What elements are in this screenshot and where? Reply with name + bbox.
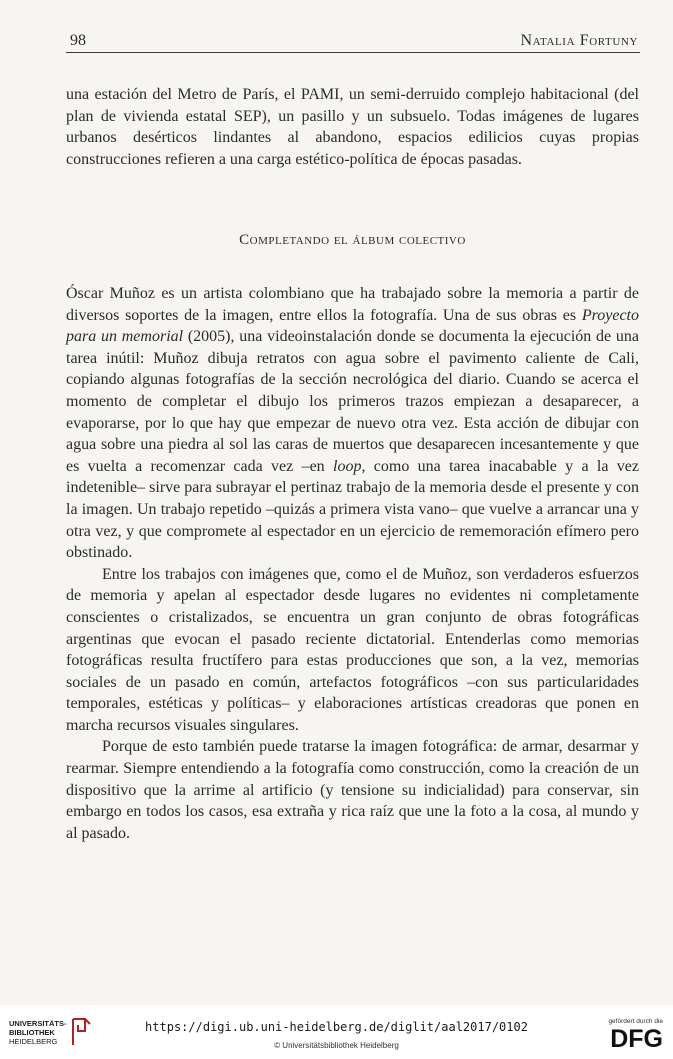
copyright-notice: © Universitätsbibliothek Heidelberg <box>274 1041 399 1050</box>
page-number: 98 <box>70 32 86 49</box>
intro-paragraph: una estación del Metro de París, el PAMI, un semi-derruido complejo habitacional (del plan de vivienda estatal SEP), un pasillo y un subsuelo. Todas imágenes de lugares urbanos desérticos lindantes al abandono, espacios edilicios cuyas propias construcciones refieren a una carga estético-política de épocas pasadas. <box>66 86 639 168</box>
main-text-block <box>66 283 639 844</box>
intro-paragraph-block <box>66 84 639 170</box>
library-line-1: UNIVERSITÄTS- <box>9 1019 67 1028</box>
digitization-footer <box>0 1005 673 1059</box>
funding-note: gefördert durch die <box>608 1018 663 1025</box>
library-line-2: BIBLIOTHEK <box>9 1028 55 1037</box>
section-title: Completando el álbum colectivo <box>239 232 466 248</box>
running-head <box>66 30 640 53</box>
paragraph-3: Porque de esto también puede tratarse la imagen fotográfica: de armar, desarmar y rearmar. Siempre entendiendo a la fotografía como construcción, como la creación de un dispositivo que la arrime al artificio (y tensione su indicialidad) para conservar, sin embargo en todos los casos, esa extraña y rica raíz que une la foto a la cosa, al mundo y al pasado. <box>66 738 639 842</box>
library-line-3: HEIDELBERG <box>9 1037 58 1046</box>
paragraph-1-part-1: Óscar Muñoz es un artista colombiano que ha trabajado sobre la memoria a partir de diversos soportes de la imagen, entre ellos la fotografía. Una de sus obras es <box>66 285 639 324</box>
permalink-url[interactable]: https://digi.ub.uni-heidelberg.de/diglit/aal2017/0102 <box>145 1020 528 1034</box>
paragraph-1 <box>66 283 639 564</box>
running-head-author: Natalia Fortuny <box>520 32 638 49</box>
paragraph-2: Entre los trabajos con imágenes que, como el de Muñoz, son verdaderos esfuerzos de memoria y apelan al espectador desde lugares no evidentes ni completamente conscientes o cristalizados, se encuentra un gran conjunto de obras fotográficas argentinas que evocan el pasado reciente dictatorial. Entenderlas como memorias fotográficas resulta fructífero para estas producciones que son, a la vez, memorias sociales de un pasado en común, artefactos fotográficos –con sus particularidades temporales, estéticas y políticas– y elaboraciones artísticas creadoras que ponen en marcha recursos visuales singulares. <box>66 565 639 734</box>
paragraph-1-part-2: (2005), una videoinstalación donde se documenta la ejecución de una tarea inútil: Muñoz dibuja retratos con agua sobre el pavimento caliente de Cali, copiando algunas fotografías de la sección necrológica del diario. Cuando se acerca el momento de completar el dibujo los primeros trazos empiezan a desaparecer, a evaporarse, por lo que hay que empezar de nuevo otra vez. Esta acción de dibujar con agua sobre una piedra al sol las caras de muertos que desaparecen incesantemente y que es vuelta a recomenzar cada vez –en <box>66 328 639 475</box>
loop-term: loop <box>333 457 362 475</box>
dfg-logo: DFG <box>610 1025 663 1053</box>
work-title: Proyecto para un memorial <box>66 306 639 346</box>
paragraph-1-part-3: , como una tarea inacabable y a la vez indetenible– sirve para subrayar el pertinaz trabajo de la memoria desde el presente y con la imagen. Un trabajo repetido –quizás a primera vista vano– que vuelve a arrancar una y otra vez, y que compromete al espectador en un ejercicio de rememoración efímero pero obstinado. <box>66 457 639 562</box>
